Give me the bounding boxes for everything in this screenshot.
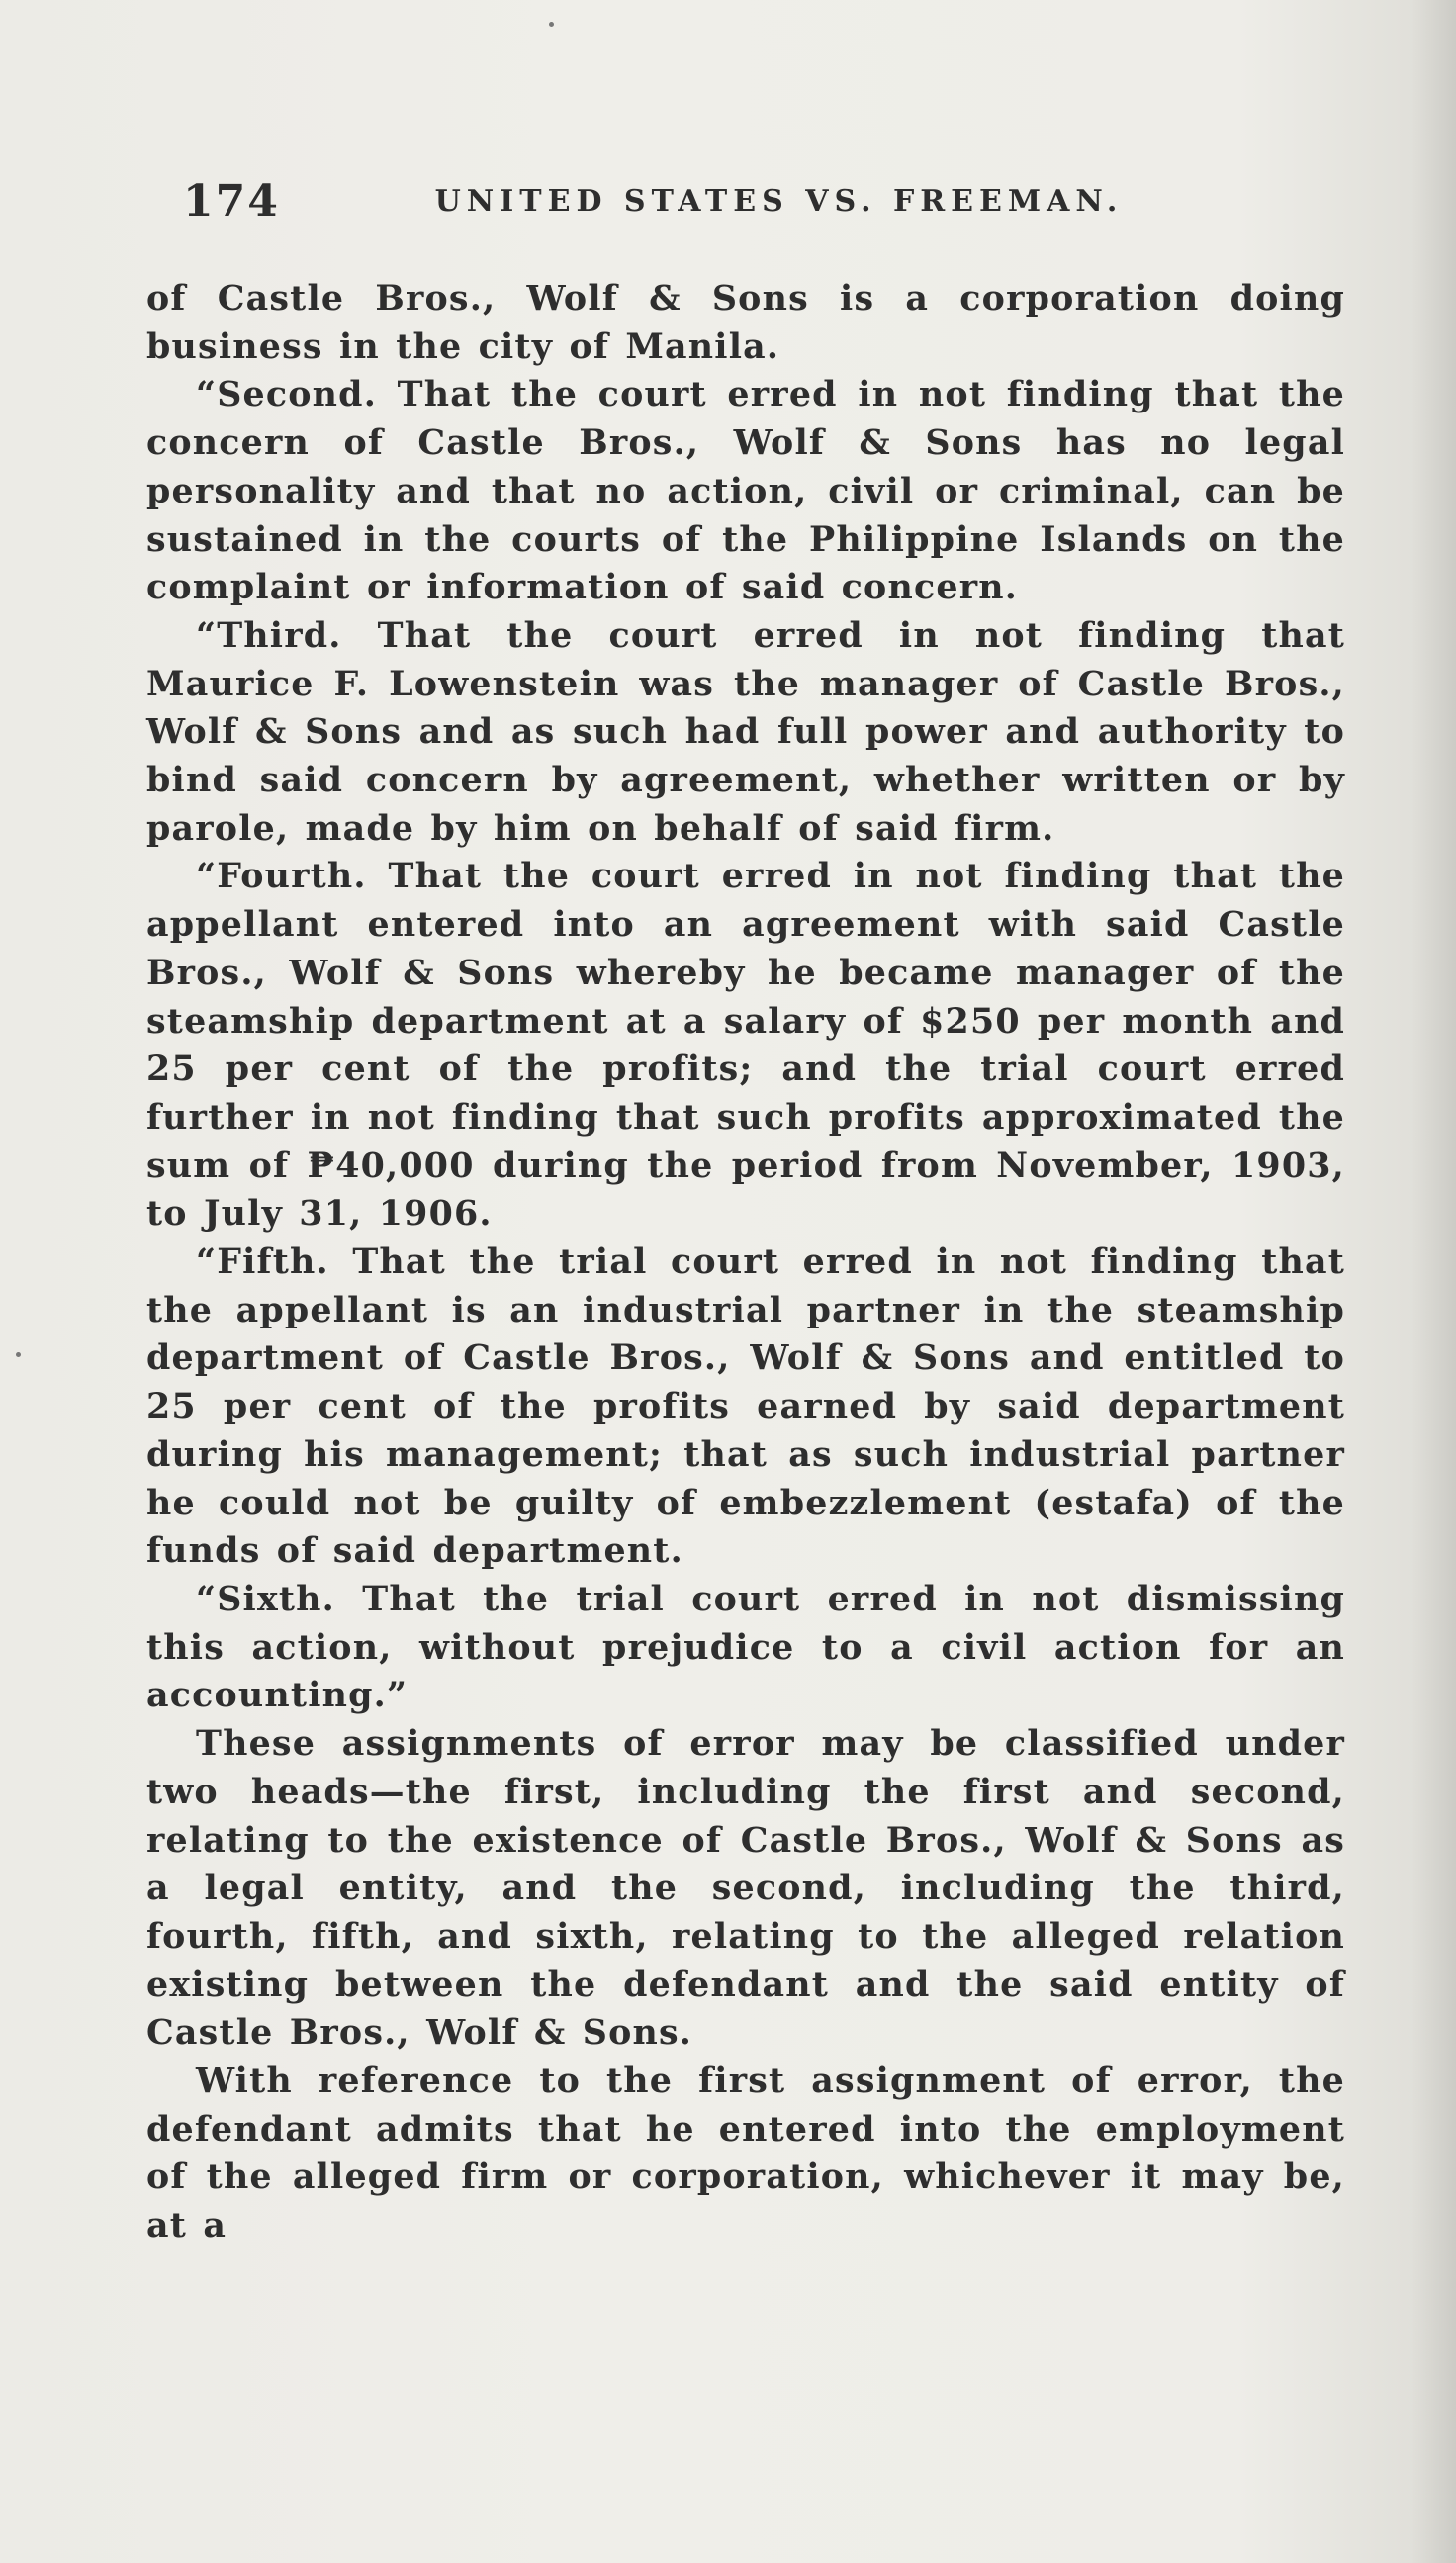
paragraph-fourth-error: “Fourth. That the court erred in not finding that the appellant entered into an agreement with said Castle Bros., Wolf & Sons whereby he became manager of the steamship department at a salary of $250 per month and 25 per cent of the profits; and the trial court erred further in not finding that such profits approximated the sum of ₱40,000 during the period from November, 1903, to July 31, 1906. — [146, 856, 1345, 1235]
page-edge-shadow — [1411, 0, 1456, 2563]
running-title: UNITED STATES VS. FREEMAN. — [434, 184, 1124, 219]
paragraph-second-error: “Second. That the court erred in not finding that the concern of Castle Bros., Wolf & Sons has no legal personality and that no action, civil or criminal, can be sustained in the courts of the Philippine Islands on the complaint or information of said concern. — [146, 374, 1345, 608]
print-speck — [549, 22, 554, 27]
paragraph-classification: These assignments of error may be classified under two heads—the first, including the first and second, relating to the existence of Castle Bros., Wolf & Sons as a legal entity, and the second, including the third, fourth, fifth, and sixth, relating to the alleged relation existing between the defendant and the said entity of Castle Bros., Wolf & Sons. — [146, 1723, 1345, 2054]
paragraph-sixth-error: “Sixth. That the trial court erred in not dismissing this action, without prejudice to a civil action for an accounting.” — [146, 1578, 1345, 1716]
page-number: 174 — [183, 176, 280, 227]
print-speck — [16, 1352, 21, 1357]
paragraph-first-assignment: With reference to the first assignment of error, the defendant admits that he entered into the employment of the alleged firm or corporation, whichever it may be, at a — [146, 2060, 1345, 2246]
body-text — [146, 275, 1345, 2250]
paragraph-third-error: “Third. That the court erred in not finding that Maurice F. Lowenstein was the manager of Castle Bros., Wolf & Sons and as such had full power and authority to bind said concern by agreement, whether written or by parole, made by him on behalf of said firm. — [146, 614, 1345, 849]
paragraph-fifth-error: “Fifth. That the trial court erred in not finding that the appellant is an industrial partner in the steamship department of Castle Bros., Wolf & Sons and entitled to 25 per cent of the profits earned by said department during his management; that as such industrial partner he could not be guilty of embezzlement (estafa) of the funds of said department. — [146, 1241, 1345, 1572]
paragraph-continuation: of Castle Bros., Wolf & Sons is a corporation doing business in the city of Manila. — [146, 278, 1345, 367]
running-head — [183, 176, 1375, 235]
